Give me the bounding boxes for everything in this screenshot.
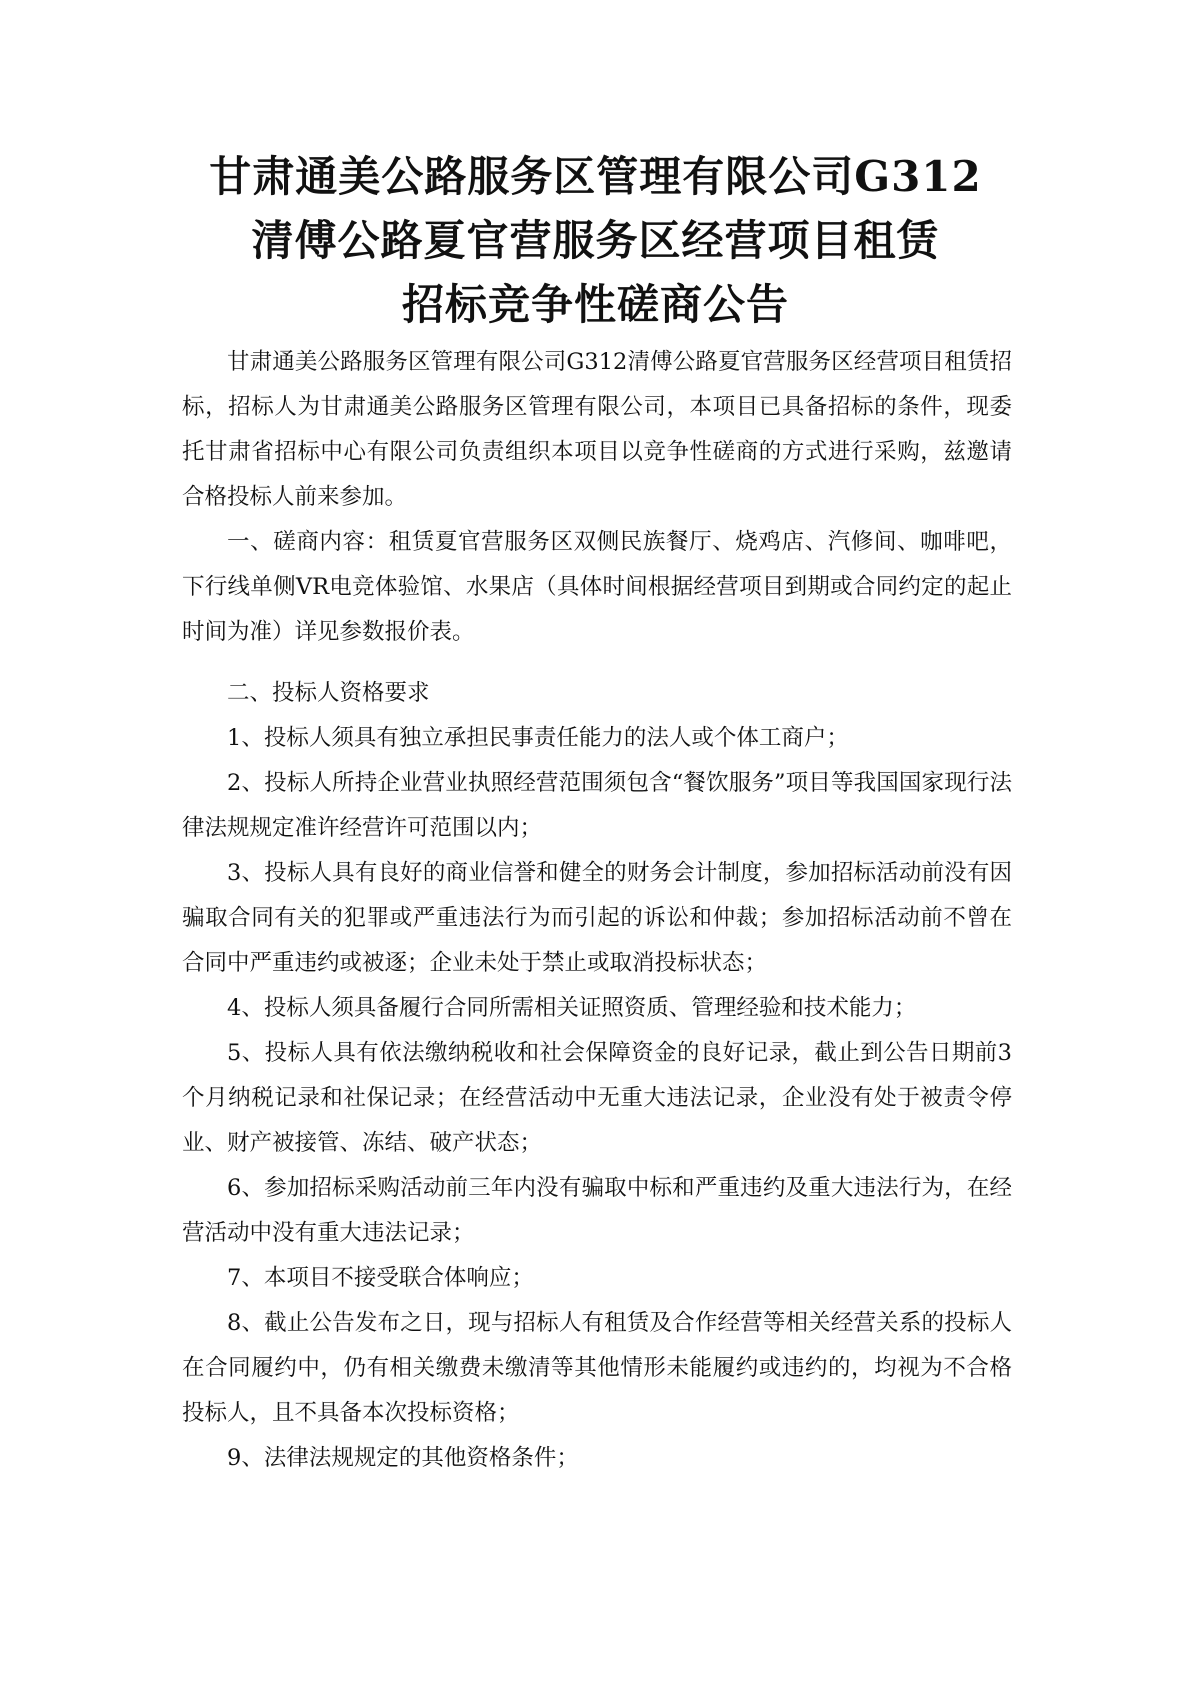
- title-line-3: 招标竞争性磋商公告: [401, 280, 789, 329]
- document-title: [0, 145, 1191, 337]
- title-line-2: 清傅公路夏官营服务区经营项目租赁: [251, 216, 940, 265]
- section-1-paragraph: 一、磋商内容：租赁夏官营服务区双侧民族餐厅、烧鸡店、汽修间、咖啡吧，下行线单侧VR电竞体验馆、水果店（具体时间根据经营项目到期或合同约定的起止时间为准）详见参数报价表。: [182, 529, 1012, 645]
- requirement-8: 8、截止公告发布之日，现与招标人有租赁及合作经营等相关经营关系的投标人在合同履约中，仍有相关缴费未缴清等其他情形未能履约或违约的，均视为不合格投标人，且不具备本次投标资格；: [182, 1310, 1012, 1426]
- requirement-7: 7、本项目不接受联合体响应；: [227, 1265, 534, 1291]
- title-line-1: 甘肃通美公路服务区管理有限公司G312: [209, 152, 982, 201]
- requirement-1: 1、投标人须具有独立承担民事责任能力的法人或个体工商户；: [227, 725, 849, 751]
- requirement-4: 4、投标人须具备履行合同所需相关证照资质、管理经验和技术能力；: [227, 995, 917, 1021]
- document-body: [182, 340, 1012, 1481]
- requirement-6: 6、参加招标采购活动前三年内没有骗取中标和严重违约及重大违法行为，在经营活动中没有重大违法记录；: [182, 1175, 1012, 1246]
- intro-paragraph: 甘肃通美公路服务区管理有限公司G312清傅公路夏官营服务区经营项目租赁招标，招标人为甘肃通美公路服务区管理有限公司，本项目已具备招标的条件，现委托甘肃省招标中心有限公司负责组织本项目以竞争性磋商的方式进行采购，兹邀请合格投标人前来参加。: [182, 349, 1012, 510]
- requirement-3: 3、投标人具有良好的商业信誉和健全的财务会计制度，参加招标活动前没有因骗取合同有关的犯罪或严重违法行为而引起的诉讼和仲裁；参加招标活动前不曾在合同中严重违约或被逐；企业未处于禁止或取消投标状态；: [182, 860, 1012, 976]
- section-2-heading: 二、投标人资格要求: [227, 680, 430, 706]
- requirement-2: 2、投标人所持企业营业执照经营范围须包含“餐饮服务”项目等我国国家现行法律法规规定准许经营许可范围以内；: [182, 770, 1012, 841]
- requirement-9: 9、法律法规规定的其他资格条件；: [227, 1445, 579, 1471]
- requirement-5: 5、投标人具有依法缴纳税收和社会保障资金的良好记录，截止到公告日期前3个月纳税记录和社保记录；在经营活动中无重大违法记录，企业没有处于被责令停业、财产被接管、冻结、破产状态；: [182, 1040, 1012, 1156]
